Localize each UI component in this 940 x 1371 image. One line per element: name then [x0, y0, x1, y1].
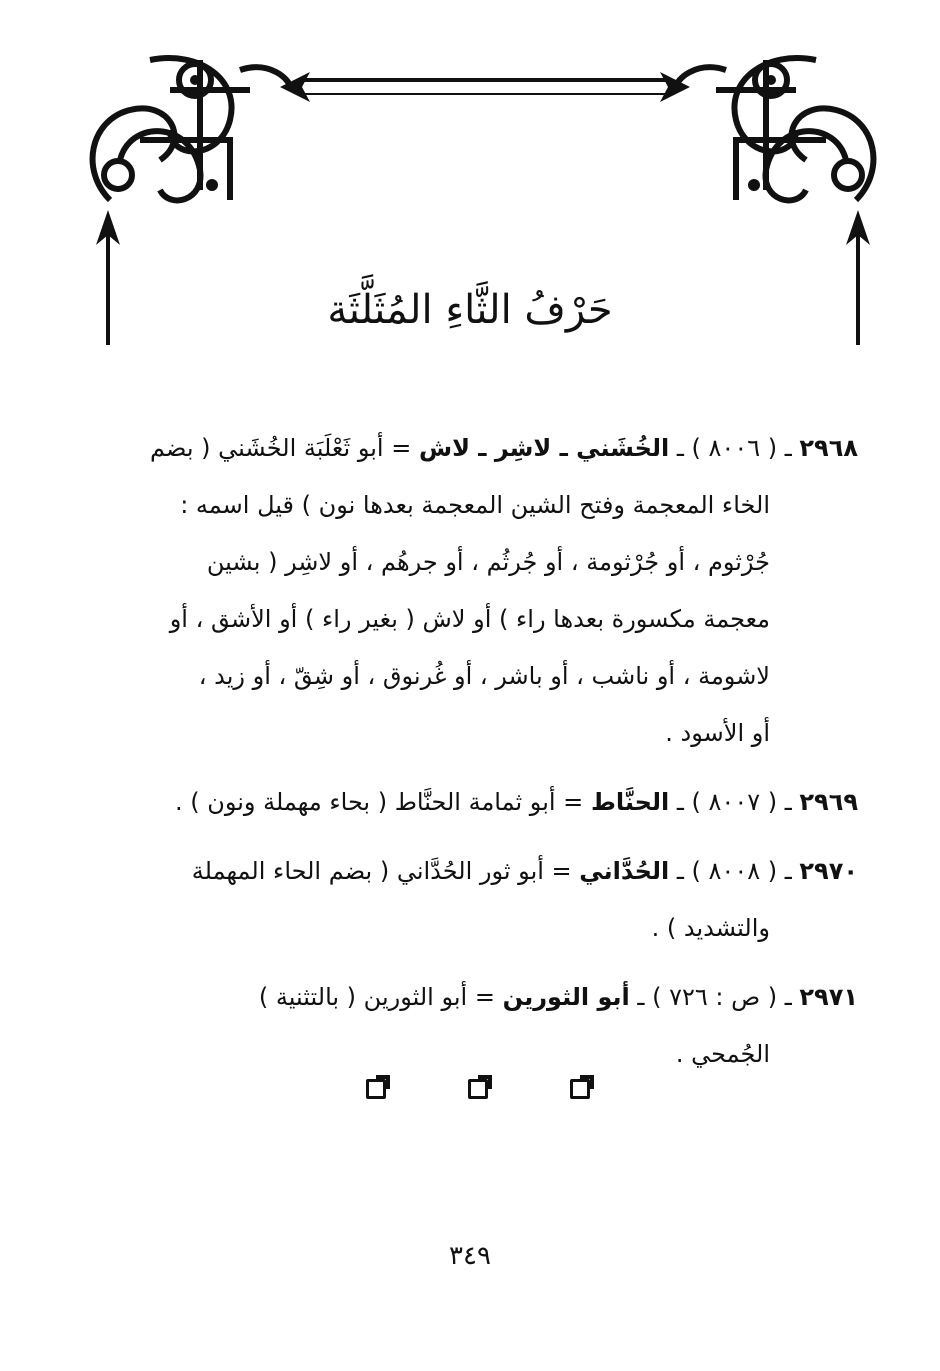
entry-line: = أبو ثور الحُدَّاني ( بضم الحاء المهملة	[191, 857, 572, 885]
entry-number: ٢٩٧٠	[799, 857, 858, 885]
entry-line: الجُمحي .	[675, 1040, 770, 1068]
entry-ref: ( ص : ٧٢٦ )	[652, 983, 778, 1011]
entries-list	[108, 420, 858, 1095]
entry-number: ٢٩٦٨	[799, 434, 858, 462]
square-ornament-icon	[468, 1079, 488, 1099]
entry-headword: الحنَّاط	[590, 788, 670, 816]
entry-line: والتشديد ) .	[651, 914, 770, 942]
entry-2971: ٢٩٧١ ـ ( ص : ٧٢٦ ) ـ أبو الثورين = أبو الثورين ( بالتثنية ) الجُمحي .	[108, 969, 858, 1083]
chapter-heading: حَرْفُ الثَّاءِ المُثَلَّثَة	[327, 287, 613, 333]
entry-headword: الحُدَّاني	[579, 857, 670, 885]
entry-number: ٢٩٧١	[799, 983, 858, 1011]
entry-headword: الخُشَني ـ لاشِر ـ لاش	[418, 434, 670, 462]
entry-ref: ( ٨٠٠٨ )	[691, 857, 778, 885]
entry-2969: ٢٩٦٩ ـ ( ٨٠٠٧ ) ـ الحنَّاط = أبو ثمامة الحنَّاط ( بحاء مهملة ونون ) .	[174, 788, 858, 816]
entry-ref: ( ٨٠٠٧ )	[691, 788, 778, 816]
entry-line: = أبو الثورين ( بالتثنية )	[258, 983, 495, 1011]
entry-line: أو الأسود .	[665, 719, 770, 747]
entry-number: ٢٩٦٩	[799, 788, 858, 816]
entry-line: = أبو ثَعْلَبَة الخُشَني ( بضم	[150, 434, 412, 462]
entry-ref: ( ٨٠٠٦ )	[691, 434, 778, 462]
entry-line: لاشومة ، أو ناشب ، أو باشر ، أو غُرنوق ، أو شِقّ ، أو زيد ،	[198, 662, 770, 690]
page-number: ٣٤٩	[449, 1241, 491, 1271]
entry-line: جُرْثوم ، أو جُرْثومة ، أو جُرثُم ، أو جرهُم ، أو لاشِر ( بشين	[206, 548, 770, 576]
entry-line: = أبو ثمامة الحنَّاط ( بحاء مهملة ونون ) .	[174, 788, 584, 816]
entry-headword: أبو الثورين	[502, 983, 630, 1011]
entry-2968: ٢٩٦٨ ـ ( ٨٠٠٦ ) ـ الخُشَني ـ لاشِر ـ لاش = أبو ثَعْلَبَة الخُشَني ( بضم الخاء المعجمة وفتح الشين المعجمة بعدها نون ) قيل اسمه : جُرْثوم ، أو جُرْثومة ، أو جُرثُم ، أو جرهُم ، أو لاشِر ( بشين معجمة مكسورة بعدها راء ) أو لاش ( بغير راء ) أو الأشق ، أو لاشومة ، أو ناشب ، أو باشر ، أو غُرنوق ، أو شِقّ ، أو زيد ، أو الأسود .	[108, 420, 858, 762]
section-end-ornament	[0, 1075, 940, 1115]
square-ornament-icon	[570, 1079, 590, 1099]
entry-line: الخاء المعجمة وفتح الشين المعجمة بعدها نون ) قيل اسمه :	[180, 491, 770, 519]
entry-2970: ٢٩٧٠ ـ ( ٨٠٠٨ ) ـ الحُدَّاني = أبو ثور الحُدَّاني ( بضم الحاء المهملة والتشديد ) .	[108, 843, 858, 957]
square-ornament-icon	[366, 1079, 386, 1099]
entry-line: معجمة مكسورة بعدها راء ) أو لاش ( بغير راء ) أو الأشق ، أو	[169, 605, 770, 633]
